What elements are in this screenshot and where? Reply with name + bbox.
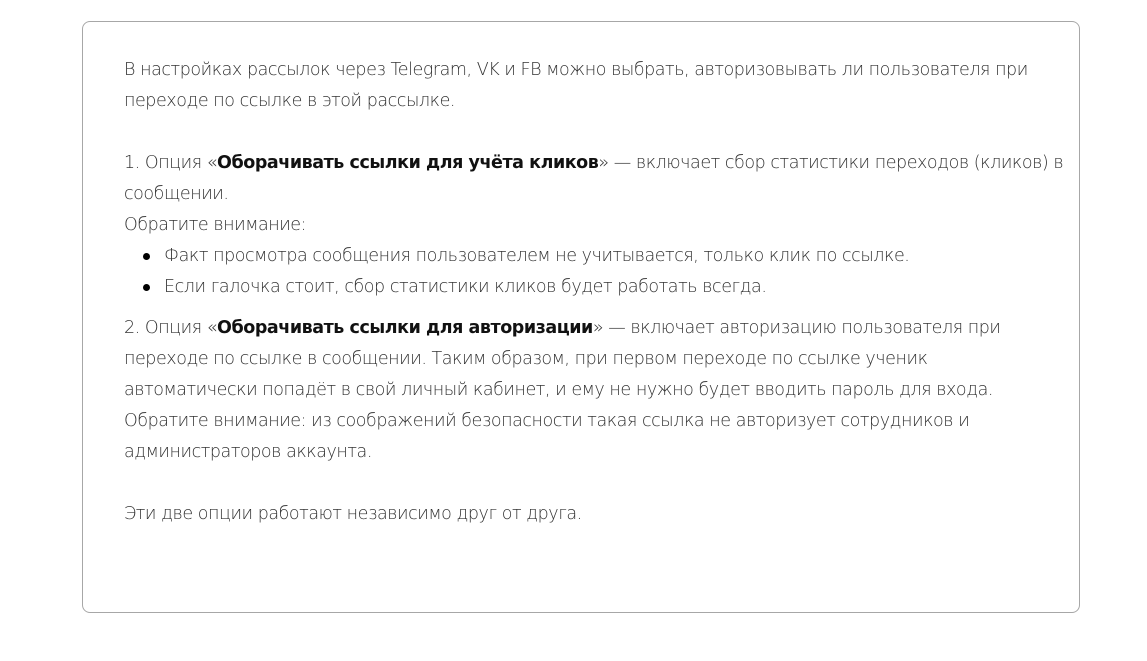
info-content bbox=[124, 55, 1064, 530]
option-1-notes-list bbox=[124, 241, 1064, 303]
option-1-prefix: 1. Опция « bbox=[124, 153, 218, 173]
option-1-description: » — включает сбор статистики переходов (кликов) в сообщении. bbox=[124, 153, 1064, 204]
spacer bbox=[124, 303, 1064, 313]
option-2-name: Оборачивать ссылки для авторизации bbox=[217, 318, 593, 338]
bullet-icon bbox=[143, 253, 150, 260]
info-panel bbox=[82, 21, 1080, 613]
option-2-description: » — включает авторизацию пользователя при переходе по ссылке в сообщении. Таким образом, при первом переходе по ссылке ученик автоматически попадёт в свой личный кабинет, и ему не нужно будет вводить пароль для входа. bbox=[124, 318, 1001, 400]
option-1-paragraph bbox=[124, 148, 1064, 210]
list-item-text: Факт просмотра сообщения пользователем не учитывается, только клик по ссылке. bbox=[164, 246, 910, 266]
conclusion-paragraph: Эти две опции работают независимо друг от друга. bbox=[124, 504, 582, 524]
intro-paragraph: В настройках рассылок через Telegram, VK и FB можно выбрать, авторизовывать ли пользователя при переходе по ссылке в этой рассылке. bbox=[124, 60, 1028, 111]
spacer bbox=[124, 468, 1064, 499]
option-2-prefix: 2. Опция « bbox=[124, 318, 218, 338]
bullet-icon bbox=[143, 284, 150, 291]
option-1-note-title: Обратите внимание: bbox=[124, 215, 307, 235]
spacer bbox=[124, 117, 1064, 148]
option-2-paragraph bbox=[124, 313, 1064, 406]
list-item bbox=[164, 272, 1064, 303]
option-1-name: Оборачивать ссылки для учёта кликов bbox=[217, 153, 599, 173]
list-item-text: Если галочка стоит, сбор статистики кликов будет работать всегда. bbox=[164, 277, 767, 297]
option-2-note: Обратите внимание: из соображений безопасности такая ссылка не авторизует сотрудников и администраторов аккаунта. bbox=[124, 411, 970, 462]
list-item bbox=[164, 241, 1064, 272]
